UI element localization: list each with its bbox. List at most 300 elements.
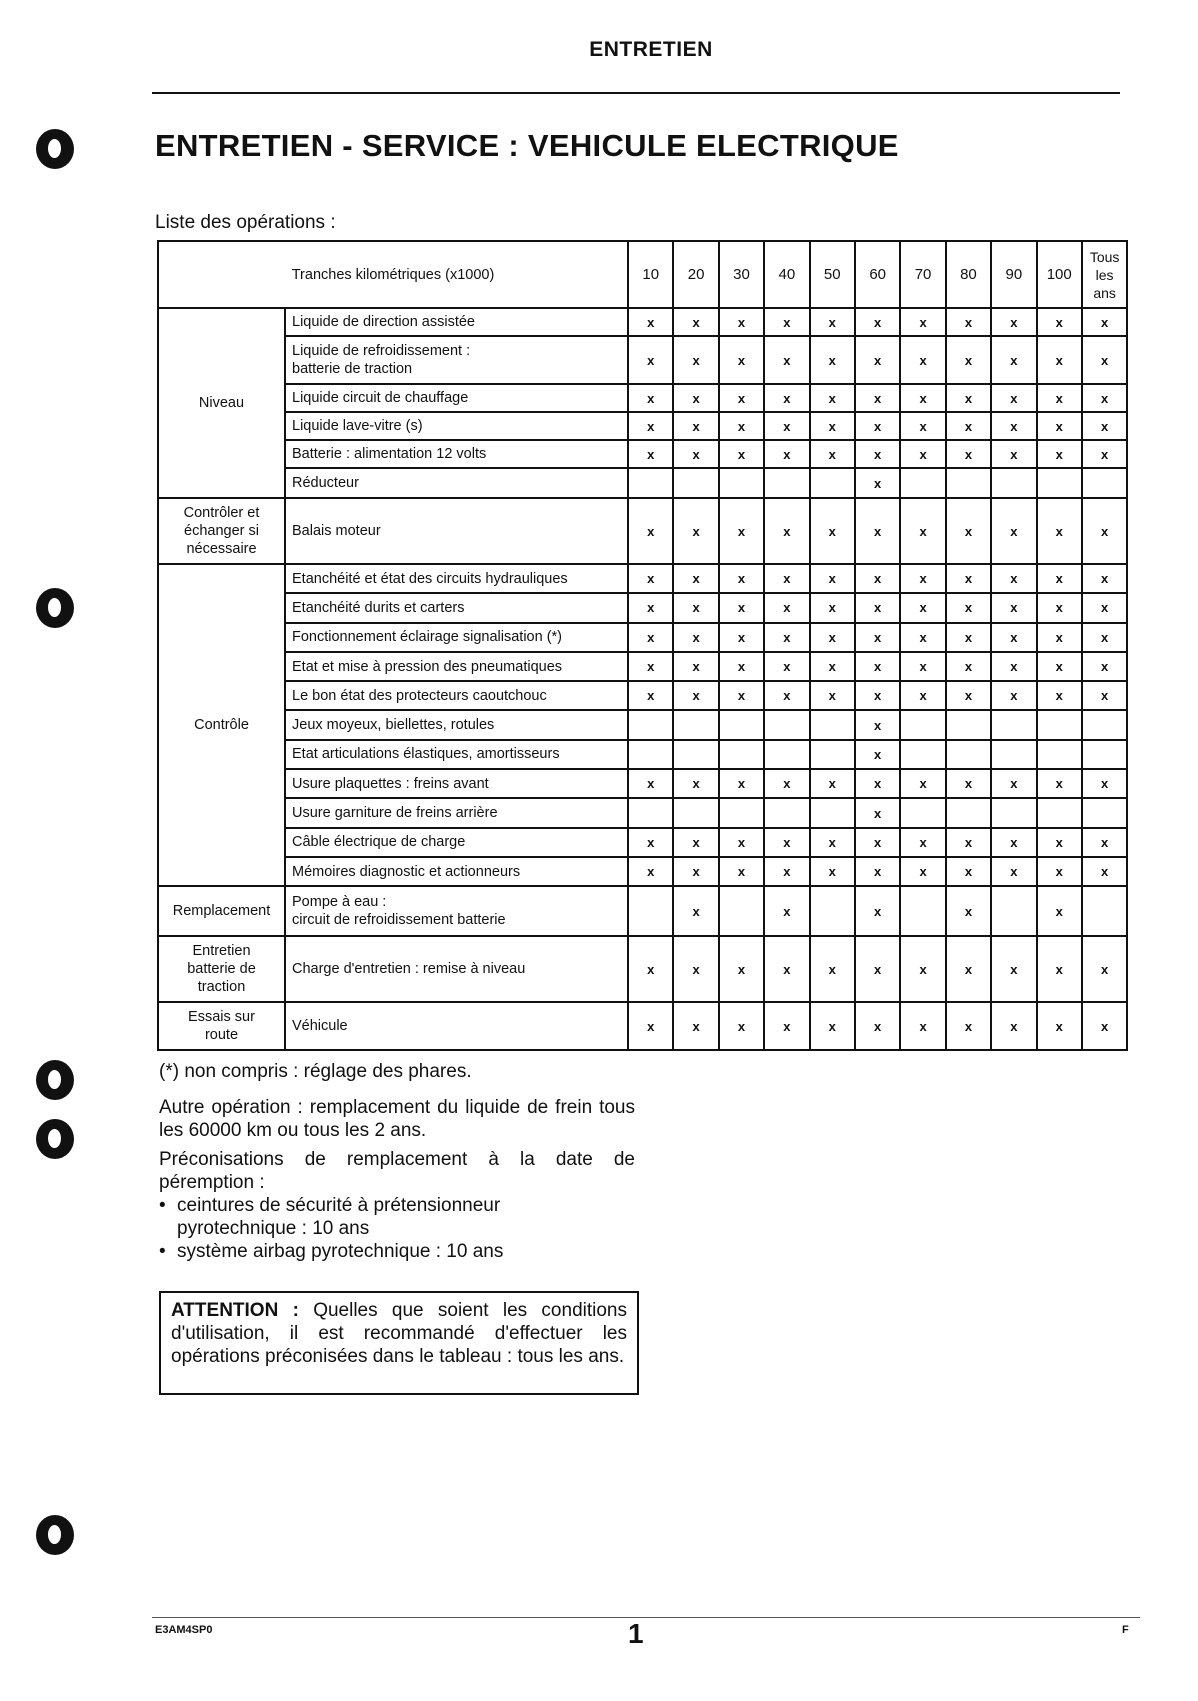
interval-mark-cell [991, 710, 1036, 739]
table-row [158, 412, 1127, 440]
text-line: échanger si [184, 523, 259, 539]
attention-text: Quelles que soient les conditions d'utilisation, il est recommandé d'effectuer les opérations préconisées dans le tableau : tous les ans. [171, 1300, 627, 1367]
km-column-header: 70 [900, 241, 945, 308]
interval-mark-cell: x [1082, 828, 1127, 857]
operation-cell [285, 828, 628, 857]
text-line: Remplacement [172, 903, 271, 920]
category-cell [158, 886, 285, 936]
interval-mark-cell: x [1037, 828, 1082, 857]
interval-mark-cell: x [1037, 936, 1082, 1002]
interval-mark-cell: x [810, 440, 855, 468]
interval-mark-cell: x [991, 828, 1036, 857]
interval-mark-cell [628, 798, 673, 827]
interval-mark-cell: x [673, 593, 718, 622]
operation-cell [285, 308, 628, 336]
interval-mark-cell: x [810, 412, 855, 440]
interval-mark-cell: x [946, 857, 991, 886]
table-row [158, 857, 1127, 886]
km-column-header: 30 [719, 241, 764, 308]
interval-mark-cell [628, 468, 673, 498]
interval-mark-cell: x [946, 593, 991, 622]
operation-cell [285, 798, 628, 827]
interval-mark-cell: x [991, 769, 1036, 798]
km-column-header: 80 [946, 241, 991, 308]
operation-cell [285, 652, 628, 681]
interval-mark-cell: x [900, 652, 945, 681]
interval-mark-cell: x [673, 308, 718, 336]
interval-mark-cell: x [900, 440, 945, 468]
category-cell [158, 308, 285, 498]
header-label: Tranches kilométriques (x1000) [158, 241, 628, 308]
interval-mark-cell: x [1082, 769, 1127, 798]
interval-mark-cell: x [628, 1002, 673, 1050]
interval-mark-cell: x [673, 1002, 718, 1050]
interval-mark-cell: x [719, 623, 764, 652]
interval-mark-cell: x [946, 828, 991, 857]
interval-mark-cell: x [1037, 681, 1082, 710]
bullet-item: • système airbag pyrotechnique : 10 ans [159, 1241, 504, 1262]
text-line: Usure garniture de freins arrière [292, 805, 498, 822]
interval-mark-cell [1082, 886, 1127, 936]
other-operation-note: Autre opération : remplacement du liquide de frein tous les 60000 km ou tous les 2 ans. [159, 1097, 635, 1141]
text-line: traction [197, 979, 246, 996]
interval-mark-cell: x [900, 857, 945, 886]
interval-mark-cell: x [719, 828, 764, 857]
interval-mark-cell: x [628, 769, 673, 798]
interval-mark-cell: x [900, 828, 945, 857]
interval-mark-cell: x [628, 308, 673, 336]
interval-mark-cell: x [946, 412, 991, 440]
document-code: E3AM4SP0 [155, 1624, 213, 1636]
text-line: Batterie : alimentation 12 volts [292, 446, 487, 462]
interval-mark-cell [1082, 798, 1127, 827]
interval-mark-cell: x [810, 936, 855, 1002]
interval-mark-cell: x [810, 384, 855, 412]
operation-cell [285, 936, 628, 1002]
interval-mark-cell: x [764, 652, 809, 681]
interval-mark-cell: x [1082, 936, 1127, 1002]
interval-mark-cell: x [810, 1002, 855, 1050]
interval-mark-cell: x [810, 498, 855, 564]
interval-mark-cell [628, 886, 673, 936]
binder-hole-icon [36, 588, 74, 628]
interval-mark-cell: x [628, 593, 673, 622]
interval-mark-cell [719, 468, 764, 498]
text-line: Câble électrique de charge [292, 834, 466, 851]
text-line: Véhicule [292, 1018, 348, 1035]
interval-mark-cell: x [991, 384, 1036, 412]
operation-cell [285, 384, 628, 412]
interval-mark-cell: x [991, 498, 1036, 564]
interval-mark-cell: x [1037, 440, 1082, 468]
km-column-header: 50 [810, 241, 855, 308]
interval-mark-cell: x [855, 798, 900, 827]
interval-mark-cell [719, 740, 764, 769]
text-line: Liquide circuit de chauffage [292, 390, 469, 406]
interval-mark-cell: x [1082, 623, 1127, 652]
table-row [158, 623, 1127, 652]
interval-mark-cell: x [991, 857, 1036, 886]
interval-mark-cell: x [900, 384, 945, 412]
interval-mark-cell: x [673, 886, 718, 936]
interval-mark-cell: x [764, 936, 809, 1002]
interval-mark-cell: x [946, 384, 991, 412]
interval-mark-cell: x [764, 623, 809, 652]
interval-mark-cell: x [1082, 440, 1127, 468]
interval-mark-cell [1037, 798, 1082, 827]
table-row [158, 308, 1127, 336]
interval-mark-cell: x [719, 769, 764, 798]
interval-mark-cell: x [855, 440, 900, 468]
interval-mark-cell: x [673, 440, 718, 468]
operation-cell [285, 412, 628, 440]
operation-cell [285, 681, 628, 710]
interval-mark-cell: x [946, 652, 991, 681]
text-line: Contrôle [194, 717, 249, 734]
binder-hole-icon [36, 1119, 74, 1159]
interval-mark-cell: x [855, 681, 900, 710]
interval-mark-cell: x [855, 468, 900, 498]
interval-mark-cell: x [719, 593, 764, 622]
interval-mark-cell: x [764, 412, 809, 440]
interval-mark-cell: x [946, 886, 991, 936]
interval-mark-cell [764, 710, 809, 739]
text-line: route [204, 1027, 239, 1044]
list-label: Liste des opérations : [155, 212, 336, 233]
interval-mark-cell: x [719, 936, 764, 1002]
interval-mark-cell [991, 798, 1036, 827]
interval-mark-cell: x [991, 1002, 1036, 1050]
interval-mark-cell: x [628, 412, 673, 440]
interval-mark-cell: x [1082, 308, 1127, 336]
table-row [158, 1002, 1127, 1050]
binder-hole-icon [36, 129, 74, 169]
interval-mark-cell [764, 798, 809, 827]
interval-mark-cell [1037, 710, 1082, 739]
bullet-item: • ceintures de sécurité à prétensionneur pyrotechnique : 10 ans [159, 1195, 501, 1239]
km-column-header: 10 [628, 241, 673, 308]
interval-mark-cell: x [946, 498, 991, 564]
interval-mark-cell [764, 468, 809, 498]
attention-label: ATTENTION : [171, 1300, 299, 1321]
interval-mark-cell: x [855, 740, 900, 769]
interval-mark-cell: x [764, 1002, 809, 1050]
interval-mark-cell: x [991, 336, 1036, 384]
text-line: Tous [1089, 248, 1120, 265]
category-cell [158, 1002, 285, 1050]
interval-mark-cell: x [673, 828, 718, 857]
interval-mark-cell: x [1037, 564, 1082, 593]
km-column-header: 40 [764, 241, 809, 308]
interval-mark-cell: x [855, 498, 900, 564]
interval-mark-cell: x [719, 652, 764, 681]
interval-mark-cell [673, 740, 718, 769]
footer-divider [152, 1617, 1140, 1618]
interval-mark-cell: x [1037, 623, 1082, 652]
interval-mark-cell: x [1082, 652, 1127, 681]
interval-mark-cell: x [673, 681, 718, 710]
interval-mark-cell: x [628, 681, 673, 710]
interval-mark-cell: x [946, 769, 991, 798]
interval-mark-cell: x [810, 593, 855, 622]
text-line: Liquide lave-vitre (s) [292, 418, 423, 434]
interval-mark-cell: x [855, 652, 900, 681]
interval-mark-cell: x [1082, 498, 1127, 564]
operation-cell [285, 857, 628, 886]
text-line: nécessaire [186, 541, 257, 557]
interval-mark-cell [900, 886, 945, 936]
operation-cell [285, 498, 628, 564]
interval-mark-cell: x [991, 681, 1036, 710]
interval-mark-cell: x [855, 710, 900, 739]
interval-mark-cell [628, 740, 673, 769]
text-line: les [1095, 266, 1114, 283]
interval-mark-cell: x [764, 336, 809, 384]
interval-mark-cell: x [991, 308, 1036, 336]
interval-mark-cell: x [900, 412, 945, 440]
operation-cell [285, 740, 628, 769]
yearly-column-header [1082, 241, 1127, 308]
interval-mark-cell [719, 710, 764, 739]
interval-mark-cell [1082, 740, 1127, 769]
interval-mark-cell [946, 468, 991, 498]
interval-mark-cell: x [628, 936, 673, 1002]
interval-mark-cell: x [673, 412, 718, 440]
interval-mark-cell [810, 710, 855, 739]
attention-box [159, 1291, 639, 1395]
interval-mark-cell: x [855, 769, 900, 798]
interval-mark-cell: x [810, 564, 855, 593]
interval-mark-cell: x [900, 681, 945, 710]
km-column-header: 20 [673, 241, 718, 308]
interval-mark-cell: x [673, 498, 718, 564]
interval-mark-cell: x [628, 564, 673, 593]
text-line: Mémoires diagnostic et actionneurs [292, 863, 521, 880]
text-line: Etat et mise à pression des pneumatiques [292, 658, 563, 675]
table-row [158, 828, 1127, 857]
interval-mark-cell: x [719, 681, 764, 710]
interval-mark-cell: x [810, 681, 855, 710]
footnote: (*) non compris : réglage des phares. [159, 1061, 472, 1082]
interval-mark-cell: x [855, 857, 900, 886]
interval-mark-cell: x [1037, 336, 1082, 384]
interval-mark-cell: x [855, 828, 900, 857]
km-column-header: 100 [1037, 241, 1082, 308]
table-row [158, 498, 1127, 564]
interval-mark-cell: x [855, 936, 900, 1002]
interval-mark-cell: x [991, 593, 1036, 622]
interval-mark-cell: x [673, 623, 718, 652]
interval-mark-cell: x [1082, 564, 1127, 593]
interval-mark-cell: x [1082, 412, 1127, 440]
interval-mark-cell: x [946, 623, 991, 652]
interval-mark-cell: x [764, 828, 809, 857]
interval-mark-cell: x [673, 564, 718, 593]
header-divider [152, 92, 1120, 94]
operation-cell [285, 336, 628, 384]
interval-mark-cell: x [764, 886, 809, 936]
interval-mark-cell: x [764, 857, 809, 886]
interval-mark-cell: x [855, 384, 900, 412]
table-row [158, 798, 1127, 827]
interval-mark-cell: x [946, 440, 991, 468]
interval-mark-cell: x [628, 623, 673, 652]
interval-mark-cell: x [1082, 681, 1127, 710]
interval-mark-cell: x [946, 936, 991, 1002]
operation-cell [285, 1002, 628, 1050]
text-line: Etanchéité durits et carters [292, 599, 465, 616]
interval-mark-cell: x [764, 308, 809, 336]
interval-mark-cell: x [991, 412, 1036, 440]
interval-mark-cell: x [946, 564, 991, 593]
interval-mark-cell: x [1082, 336, 1127, 384]
interval-mark-cell: x [946, 308, 991, 336]
interval-mark-cell [673, 468, 718, 498]
interval-mark-cell: x [855, 1002, 900, 1050]
text-line: Niveau [198, 395, 245, 411]
interval-mark-cell: x [719, 336, 764, 384]
km-column-header: 90 [991, 241, 1036, 308]
interval-mark-cell: x [991, 440, 1036, 468]
operation-cell [285, 886, 628, 936]
interval-mark-cell: x [810, 769, 855, 798]
interval-mark-cell: x [628, 440, 673, 468]
interval-mark-cell: x [1037, 857, 1082, 886]
interval-mark-cell: x [900, 593, 945, 622]
bullet-list [159, 1194, 635, 1263]
interval-mark-cell: x [673, 336, 718, 384]
interval-mark-cell: x [1082, 384, 1127, 412]
category-cell [158, 498, 285, 564]
interval-mark-cell [900, 710, 945, 739]
interval-mark-cell: x [764, 681, 809, 710]
interval-mark-cell: x [764, 440, 809, 468]
interval-mark-cell: x [900, 623, 945, 652]
table-row [158, 681, 1127, 710]
interval-mark-cell: x [719, 308, 764, 336]
operation-cell [285, 440, 628, 468]
interval-mark-cell: x [810, 828, 855, 857]
category-cell [158, 936, 285, 1002]
interval-mark-cell: x [1037, 769, 1082, 798]
interval-mark-cell: x [855, 412, 900, 440]
operation-cell [285, 769, 628, 798]
interval-mark-cell [1082, 710, 1127, 739]
interval-mark-cell: x [628, 652, 673, 681]
interval-mark-cell: x [764, 564, 809, 593]
interval-mark-cell [946, 710, 991, 739]
interval-mark-cell: x [764, 769, 809, 798]
interval-mark-cell: x [673, 857, 718, 886]
interval-mark-cell: x [719, 498, 764, 564]
interval-mark-cell: x [991, 564, 1036, 593]
interval-mark-cell [946, 740, 991, 769]
interval-mark-cell: x [900, 769, 945, 798]
interval-mark-cell: x [628, 498, 673, 564]
text-line: batterie de [187, 961, 256, 978]
text-line: Liquide de direction assistée [292, 314, 475, 330]
text-line: Balais moteur [292, 523, 381, 539]
interval-mark-cell: x [628, 828, 673, 857]
interval-mark-cell: x [946, 1002, 991, 1050]
table-row [158, 710, 1127, 739]
interval-mark-cell: x [855, 336, 900, 384]
interval-mark-cell: x [900, 308, 945, 336]
text-line: Entretien [192, 943, 251, 960]
preconisations-note: Préconisations de remplacement à la date de péremption : [159, 1149, 635, 1193]
table-row [158, 468, 1127, 498]
interval-mark-cell: x [855, 308, 900, 336]
interval-mark-cell: x [628, 857, 673, 886]
interval-mark-cell [719, 886, 764, 936]
text-line: Liquide de refroidissement : [292, 343, 471, 359]
interval-mark-cell [900, 740, 945, 769]
interval-mark-cell: x [1037, 498, 1082, 564]
operation-cell [285, 623, 628, 652]
text-line: Fonctionnement éclairage signalisation (*) [292, 629, 563, 646]
interval-mark-cell: x [673, 936, 718, 1002]
table-row [158, 936, 1127, 1002]
interval-mark-cell [673, 798, 718, 827]
binder-hole-icon [36, 1060, 74, 1100]
interval-mark-cell: x [764, 498, 809, 564]
interval-mark-cell: x [991, 936, 1036, 1002]
interval-mark-cell [1082, 468, 1127, 498]
interval-mark-cell: x [900, 336, 945, 384]
text-line: Etanchéité et état des circuits hydrauliques [292, 570, 568, 587]
interval-mark-cell: x [764, 593, 809, 622]
interval-mark-cell: x [719, 1002, 764, 1050]
interval-mark-cell [810, 886, 855, 936]
interval-mark-cell: x [628, 384, 673, 412]
interval-mark-cell [1037, 740, 1082, 769]
operation-cell [285, 564, 628, 593]
operation-cell [285, 468, 628, 498]
interval-mark-cell: x [1037, 593, 1082, 622]
text-line: batterie de traction [292, 361, 413, 377]
text-line: Jeux moyeux, biellettes, rotules [292, 717, 495, 734]
table-row [158, 886, 1127, 936]
interval-mark-cell [719, 798, 764, 827]
interval-mark-cell: x [673, 652, 718, 681]
interval-mark-cell [991, 468, 1036, 498]
table-row [158, 593, 1127, 622]
category-cell [158, 564, 285, 886]
interval-mark-cell: x [628, 336, 673, 384]
table-row [158, 384, 1127, 412]
interval-mark-cell [1037, 468, 1082, 498]
interval-mark-cell: x [1037, 384, 1082, 412]
interval-mark-cell [810, 798, 855, 827]
interval-mark-cell [991, 886, 1036, 936]
interval-mark-cell [673, 710, 718, 739]
interval-mark-cell: x [946, 336, 991, 384]
interval-mark-cell [900, 468, 945, 498]
text-line: circuit de refroidissement batterie [292, 912, 506, 929]
table-row [158, 564, 1127, 593]
interval-mark-cell: x [991, 652, 1036, 681]
text-line: Contrôler et [183, 505, 260, 521]
interval-mark-cell: x [1082, 1002, 1127, 1050]
page-title: ENTRETIEN - SERVICE : VEHICULE ELECTRIQUE [155, 128, 899, 163]
table-row [158, 336, 1127, 384]
text-line: ans [1093, 284, 1116, 301]
text-line: Pompe à eau : [292, 894, 387, 911]
operation-cell [285, 593, 628, 622]
interval-mark-cell: x [810, 652, 855, 681]
interval-mark-cell: x [673, 384, 718, 412]
interval-mark-cell: x [900, 498, 945, 564]
